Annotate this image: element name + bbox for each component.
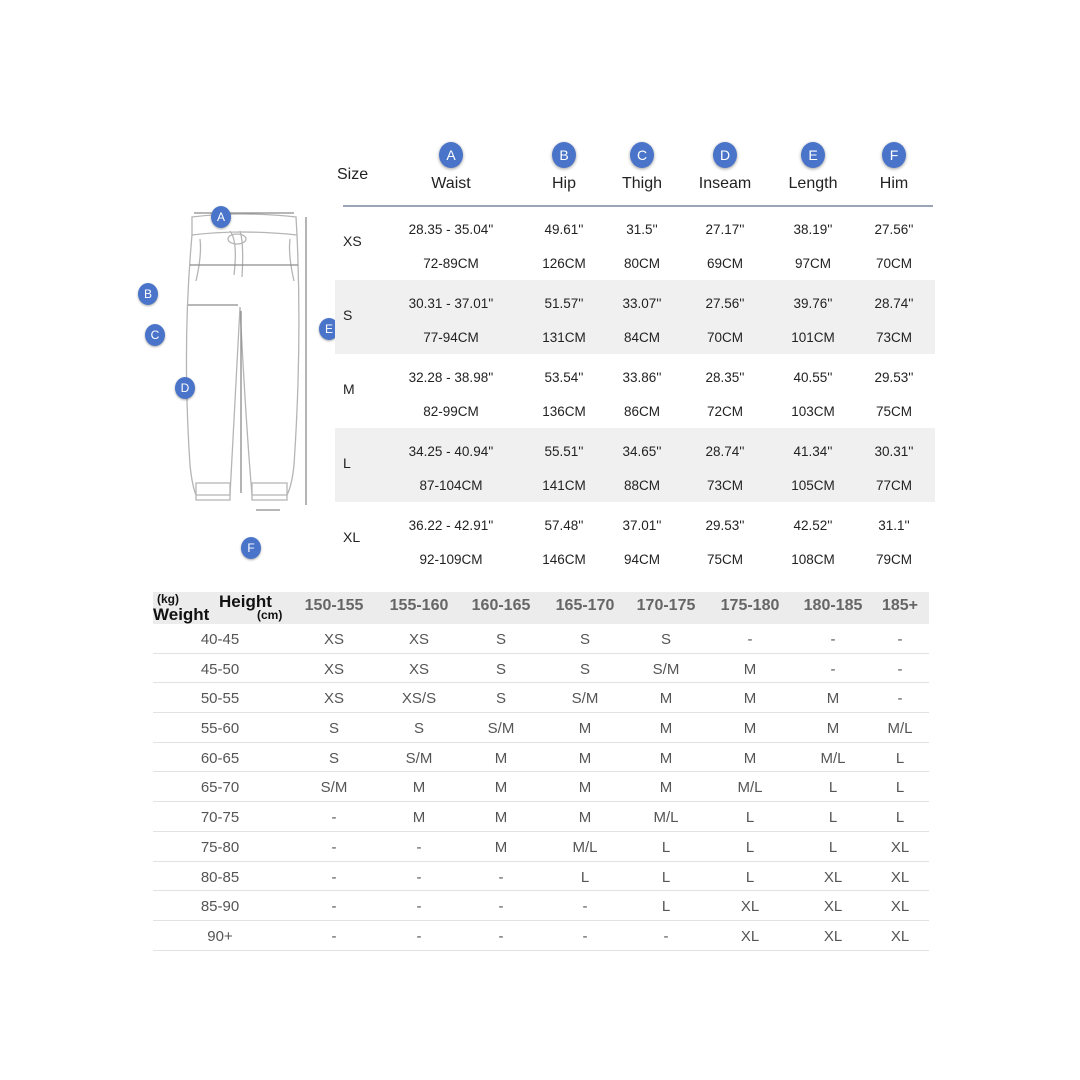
- measurement-inches: 51.57'': [544, 296, 584, 311]
- size-name: S: [343, 307, 353, 323]
- recommended-size: -: [582, 927, 588, 945]
- marker-f-icon: F: [241, 537, 261, 559]
- measurement-cm: 72-89CM: [423, 256, 479, 271]
- measurement-inches: 34.65'': [622, 444, 662, 459]
- measurement-cm: 101CM: [791, 330, 835, 345]
- recommended-size: -: [498, 898, 504, 916]
- recommended-size: -: [582, 898, 588, 916]
- recommended-size: M/L: [887, 720, 913, 738]
- marker-c-icon: C: [145, 324, 165, 346]
- measurement-inches: 57.48'': [544, 518, 584, 533]
- measurement-cm: 136CM: [542, 404, 586, 419]
- recommended-size: S: [579, 631, 590, 648]
- recommended-size: -: [897, 690, 903, 708]
- recommended-size: XL: [740, 927, 760, 945]
- weight-range: 80-85: [200, 868, 240, 886]
- measurement-cm: 103CM: [791, 404, 835, 419]
- measurement-cm: 77-94CM: [423, 330, 479, 345]
- recommended-size: S: [660, 631, 671, 648]
- recommended-size: L: [828, 779, 838, 797]
- size-row-xl: [335, 502, 935, 576]
- measurement-cm: 84CM: [623, 330, 660, 345]
- recommended-size: S: [495, 660, 506, 678]
- measurement-cm: 80CM: [623, 256, 660, 271]
- measurement-inches: 55.51'': [544, 444, 584, 459]
- measurement-inches: 49.61'': [544, 222, 584, 237]
- badge-e-icon: E: [801, 142, 825, 168]
- recommended-size: -: [897, 660, 903, 678]
- measurement-inches: 28.35'': [705, 370, 745, 385]
- recommended-size: S/M: [652, 660, 680, 678]
- recommended-size: M: [743, 749, 757, 767]
- recommended-size: XS: [408, 631, 429, 648]
- recommended-size: M: [494, 749, 508, 767]
- weight-row: [153, 624, 929, 654]
- height-range-header: 160-165: [471, 597, 531, 614]
- recommended-size: L: [745, 809, 755, 827]
- badge-c-icon: C: [630, 142, 654, 168]
- recommended-size: -: [331, 838, 337, 856]
- weight-range: 70-75: [200, 809, 240, 827]
- measurement-inches: 40.55'': [793, 370, 833, 385]
- size-row-l: [335, 428, 935, 502]
- column-header-length: [768, 138, 858, 193]
- recommended-size: M/L: [820, 749, 846, 767]
- recommended-size: M: [743, 660, 757, 678]
- size-name: M: [343, 381, 355, 397]
- height-range-header: 170-175: [636, 597, 696, 614]
- recommended-size: S: [495, 690, 506, 708]
- weight-range: 65-70: [200, 779, 240, 797]
- measurement-cm: 88CM: [623, 478, 660, 493]
- measurement-inches: 27.56'': [705, 296, 745, 311]
- pants-outline-illustration: [130, 195, 360, 565]
- recommended-size: S/M: [320, 779, 348, 797]
- recommended-size: M/L: [572, 838, 598, 856]
- recommended-size: -: [416, 927, 422, 945]
- recommended-size: M: [659, 720, 673, 738]
- recommended-size: -: [830, 660, 836, 678]
- measurement-inches: 32.28 - 38.98'': [408, 370, 494, 385]
- column-header-inseam: [680, 138, 770, 193]
- fit-chart-body: [153, 624, 929, 951]
- recommended-size: S: [413, 720, 424, 738]
- column-name: Waist: [431, 175, 471, 192]
- measurement-inches: 27.17'': [705, 222, 745, 237]
- size-row-xs: [335, 206, 935, 280]
- column-name: Hip: [551, 175, 576, 192]
- recommended-size: L: [828, 809, 838, 827]
- weight-row: [153, 802, 929, 832]
- measurement-inches: 33.07'': [622, 296, 662, 311]
- weight-row: [153, 862, 929, 892]
- column-name: Length: [788, 175, 838, 192]
- weight-range: 50-55: [200, 690, 240, 708]
- measurement-inches: 28.74'': [874, 296, 914, 311]
- size-table-header: [335, 138, 935, 206]
- recommended-size: XL: [890, 838, 910, 856]
- height-range-header: 175-180: [720, 597, 780, 614]
- measurement-cm: 75CM: [875, 404, 912, 419]
- measurement-cm: 105CM: [791, 478, 835, 493]
- weight-label: Weight: [153, 605, 210, 624]
- recommended-size: XL: [740, 898, 760, 916]
- weight-range: 40-45: [200, 631, 240, 648]
- measurement-cm: 69CM: [706, 256, 743, 271]
- column-header-waist: [406, 138, 496, 193]
- recommended-size: M: [659, 749, 673, 767]
- measurement-inches: 39.76'': [793, 296, 833, 311]
- measurement-inches: 38.19'': [793, 222, 833, 237]
- recommended-size: L: [745, 838, 755, 856]
- weight-range: 45-50: [200, 660, 240, 678]
- size-table-body: [335, 206, 935, 576]
- recommended-size: -: [498, 868, 504, 886]
- recommended-size: -: [331, 809, 337, 827]
- weight-height-fit-chart: [153, 592, 929, 951]
- recommended-size: S: [579, 660, 590, 678]
- measurement-cm: 97CM: [794, 256, 831, 271]
- size-measurement-table: [335, 138, 935, 576]
- size-name: L: [343, 455, 351, 471]
- recommended-size: -: [416, 868, 422, 886]
- measurement-inches: 53.54'': [544, 370, 584, 385]
- recommended-size: L: [895, 749, 905, 767]
- recommended-size: XL: [890, 898, 910, 916]
- measurement-inches: 42.52'': [793, 518, 833, 533]
- measurement-inches: 33.86'': [622, 370, 662, 385]
- recommended-size: M: [743, 720, 757, 738]
- recommended-size: M: [826, 720, 840, 738]
- recommended-size: -: [897, 631, 903, 648]
- recommended-size: XS: [408, 660, 429, 678]
- weight-row: [153, 921, 929, 951]
- recommended-size: M: [578, 809, 592, 827]
- height-label: Height: [219, 592, 272, 611]
- recommended-size: L: [661, 898, 671, 916]
- weight-row: [153, 743, 929, 773]
- measurement-inches: 27.56'': [874, 222, 914, 237]
- recommended-size: M: [412, 809, 426, 827]
- recommended-size: M/L: [737, 779, 763, 797]
- recommended-size: M: [494, 809, 508, 827]
- recommended-size: XS: [323, 631, 344, 648]
- measurement-cm: 73CM: [875, 330, 912, 345]
- badge-d-icon: D: [713, 142, 737, 168]
- recommended-size: XS: [323, 660, 344, 678]
- recommended-size: XL: [890, 927, 910, 945]
- measurement-cm: 131CM: [542, 330, 586, 345]
- measurement-cm: 72CM: [706, 404, 743, 419]
- recommended-size: M: [578, 749, 592, 767]
- column-name: Inseam: [698, 175, 752, 192]
- measurement-inches: 29.53'': [705, 518, 745, 533]
- weight-row: [153, 772, 929, 802]
- marker-a-icon: A: [211, 206, 231, 228]
- measurement-cm: 141CM: [542, 478, 586, 493]
- weight-range: 60-65: [200, 749, 240, 767]
- recommended-size: L: [895, 809, 905, 827]
- recommended-size: XL: [823, 898, 843, 916]
- measurement-cm: 77CM: [875, 478, 912, 493]
- size-row-m: [335, 354, 935, 428]
- measurement-cm: 70CM: [706, 330, 743, 345]
- measurement-cm: 108CM: [791, 552, 835, 567]
- kg-unit-label: (kg): [157, 592, 179, 606]
- measurement-cm: 79CM: [875, 552, 912, 567]
- measurement-cm: 73CM: [706, 478, 743, 493]
- badge-b-icon: B: [552, 142, 576, 168]
- recommended-size: -: [498, 927, 504, 945]
- weight-range: 75-80: [200, 838, 240, 856]
- measurement-inches: 31.5'': [626, 222, 658, 237]
- recommended-size: L: [580, 868, 590, 886]
- height-range-header: 185+: [881, 597, 919, 614]
- recommended-size: M: [494, 779, 508, 797]
- column-name: Him: [879, 175, 909, 192]
- column-header-him: [849, 138, 939, 193]
- pants-diagram: [130, 195, 360, 565]
- recommended-size: M: [578, 720, 592, 738]
- recommended-size: M: [412, 779, 426, 797]
- measurement-cm: 82-99CM: [423, 404, 479, 419]
- recommended-size: M: [578, 779, 592, 797]
- recommended-size: L: [895, 779, 905, 797]
- weight-row: [153, 891, 929, 921]
- column-header-hip: [519, 138, 609, 193]
- measurement-cm: 75CM: [706, 552, 743, 567]
- recommended-size: L: [661, 838, 671, 856]
- weight-range: 85-90: [200, 898, 240, 916]
- weight-row: [153, 683, 929, 713]
- weight-row: [153, 654, 929, 684]
- measurement-cm: 146CM: [542, 552, 586, 567]
- measurement-cm: 94CM: [623, 552, 660, 567]
- measurement-inches: 29.53'': [874, 370, 914, 385]
- badge-f-icon: F: [882, 142, 906, 168]
- measurement-inches: 31.1'': [878, 518, 910, 533]
- recommended-size: XL: [890, 868, 910, 886]
- size-name: XS: [343, 233, 362, 249]
- recommended-size: -: [416, 838, 422, 856]
- recommended-size: S: [495, 631, 506, 648]
- recommended-size: M: [826, 690, 840, 708]
- recommended-size: S/M: [487, 720, 515, 738]
- marker-d-icon: D: [175, 377, 195, 399]
- recommended-size: XS: [323, 690, 344, 708]
- recommended-size: M/L: [653, 809, 679, 827]
- weight-range: 55-60: [200, 720, 240, 738]
- recommended-size: -: [830, 631, 836, 648]
- recommended-size: S: [328, 720, 339, 738]
- height-range-header: 155-160: [389, 597, 449, 614]
- column-name: Thigh: [621, 175, 663, 192]
- recommended-size: XS/S: [401, 690, 437, 708]
- recommended-size: -: [416, 898, 422, 916]
- fit-chart-header: [153, 592, 929, 624]
- recommended-size: M: [743, 690, 757, 708]
- recommended-size: L: [745, 868, 755, 886]
- recommended-size: M: [494, 838, 508, 856]
- measurement-inches: 30.31'': [874, 444, 914, 459]
- weight-row: [153, 832, 929, 862]
- recommended-size: -: [747, 631, 753, 648]
- recommended-size: S: [328, 749, 339, 767]
- measurement-inches: 37.01'': [622, 518, 662, 533]
- recommended-size: XL: [823, 927, 843, 945]
- measurement-inches: 34.25 - 40.94'': [408, 444, 494, 459]
- recommended-size: -: [331, 868, 337, 886]
- recommended-size: L: [828, 838, 838, 856]
- measurement-cm: 87-104CM: [419, 478, 483, 493]
- recommended-size: S/M: [405, 749, 433, 767]
- column-header-thigh: [597, 138, 687, 193]
- height-range-header: 165-170: [555, 597, 615, 614]
- size-column-label: Size: [337, 166, 369, 183]
- height-range-header: 150-155: [304, 597, 364, 614]
- recommended-size: -: [663, 927, 669, 945]
- measurement-inches: 41.34'': [793, 444, 833, 459]
- size-row-s: [335, 280, 935, 354]
- measurement-inches: 36.22 - 42.91'': [408, 518, 494, 533]
- size-name: XL: [343, 529, 361, 545]
- measurement-cm: 126CM: [542, 256, 586, 271]
- recommended-size: XL: [823, 868, 843, 886]
- measurement-cm: 86CM: [623, 404, 660, 419]
- measurement-inches: 28.74'': [705, 444, 745, 459]
- measurement-inches: 28.35 - 35.04'': [408, 222, 494, 237]
- recommended-size: M: [659, 690, 673, 708]
- weight-range: 90+: [207, 927, 233, 945]
- recommended-size: M: [659, 779, 673, 797]
- measurement-cm: 92-109CM: [419, 552, 483, 567]
- measurement-inches: 30.31 - 37.01'': [408, 296, 494, 311]
- marker-b-icon: B: [138, 283, 158, 305]
- marker-e-icon: E: [319, 318, 339, 340]
- cm-unit-label: (cm): [257, 608, 283, 622]
- recommended-size: -: [331, 898, 337, 916]
- badge-a-icon: A: [439, 142, 463, 168]
- recommended-size: S/M: [571, 690, 599, 708]
- height-range-header: 180-185: [803, 597, 863, 614]
- recommended-size: -: [331, 927, 337, 945]
- recommended-size: L: [661, 868, 671, 886]
- measurement-cm: 70CM: [875, 256, 912, 271]
- weight-row: [153, 713, 929, 743]
